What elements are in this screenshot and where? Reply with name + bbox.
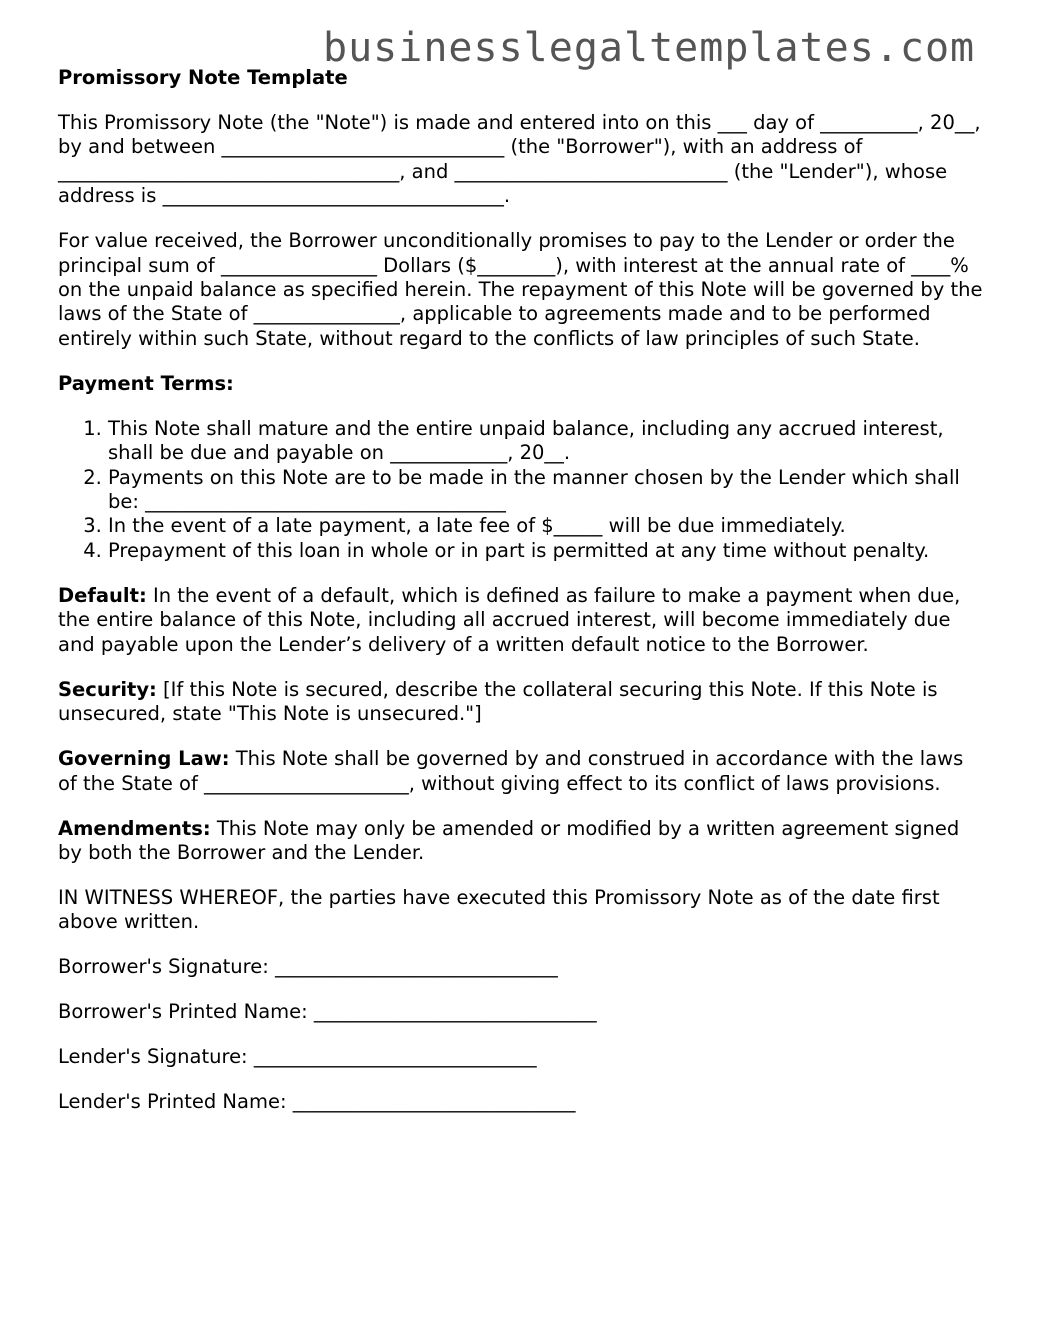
lender-printed-name-line: Lender's Printed Name: _____________________________ (58, 1090, 576, 1114)
security-label: Security: (58, 677, 157, 701)
governing-law-text: This Note shall be governed by and construed in accordance with the laws of the State of _____________________, without giving effect to its conflict of laws provisions. (58, 747, 964, 795)
governing-law-label: Governing Law: (58, 747, 230, 771)
default-label: Default: (58, 583, 147, 607)
list-item: 1. This Note shall mature and the entire unpaid balance, including any accrued interest, shall be due and payable on ____________, 20__. (108, 417, 988, 466)
payment-terms-list (58, 417, 988, 563)
lender-signature-line: Lender's Signature: _____________________________ (58, 1045, 537, 1069)
document-body (58, 66, 988, 1135)
borrower-printed-name-line: Borrower's Printed Name: _____________________________ (58, 1000, 597, 1024)
list-item: 4. Prepayment of this loan in whole or in part is permitted at any time without penalty. (108, 539, 988, 563)
borrower-signature-line: Borrower's Signature: _____________________________ (58, 955, 558, 979)
watermark: businesslegaltemplates.com (323, 25, 976, 71)
list-item: 3. In the event of a late payment, a late fee of $_____ will be due immediately. (108, 514, 988, 538)
witness-paragraph: IN WITNESS WHEREOF, the parties have executed this Promissory Note as of the date first above written. (58, 885, 940, 934)
security-section (58, 678, 988, 727)
document-title: Promissory Note Template (58, 66, 348, 89)
intro-paragraph: This Promissory Note (the "Note") is made and entered into on this ___ day of __________, 20__, by and between _____________________________ (the "Borrower"), with an address of ___________________________________, and ____________________________ (the "Lender"), whose address is ___________________________________. (58, 111, 981, 208)
security-text: [If this Note is secured, describe the collateral securing this Note. If this Note is unsecured, state "This Note is unsecured."] (58, 677, 938, 726)
amendments-text: This Note may only be amended or modified by a written agreement signed by both the Borrower and the Lender. (58, 816, 960, 864)
default-text: In the event of a default, which is defined as failure to make a payment when due, the entire balance of this Note, including all accrued interest, will become immediately due and payable upon the Lender’s delivery of a written default notice to the Borrower. (58, 583, 961, 656)
list-item: 2. Payments on this Note are to be made in the manner chosen by the Lender which shall be: _____________________________________ (108, 466, 988, 515)
payment-terms-heading: Payment Terms: (58, 371, 234, 395)
amendments-section (58, 817, 988, 866)
value-paragraph: For value received, the Borrower unconditionally promises to pay to the Lender or order the principal sum of ________________ Dollars ($________), with interest at the annual rate of ____% on the unpaid balance as specified herein. The repayment of this Note will be governed by the laws of the State of _______________, applicable to agreements made and to be performed entirely within such State, without regard to the conflicts of law principles of such State. (58, 229, 983, 350)
default-section (58, 584, 988, 657)
amendments-label: Amendments: (58, 816, 211, 840)
governing-law-section (58, 747, 988, 796)
